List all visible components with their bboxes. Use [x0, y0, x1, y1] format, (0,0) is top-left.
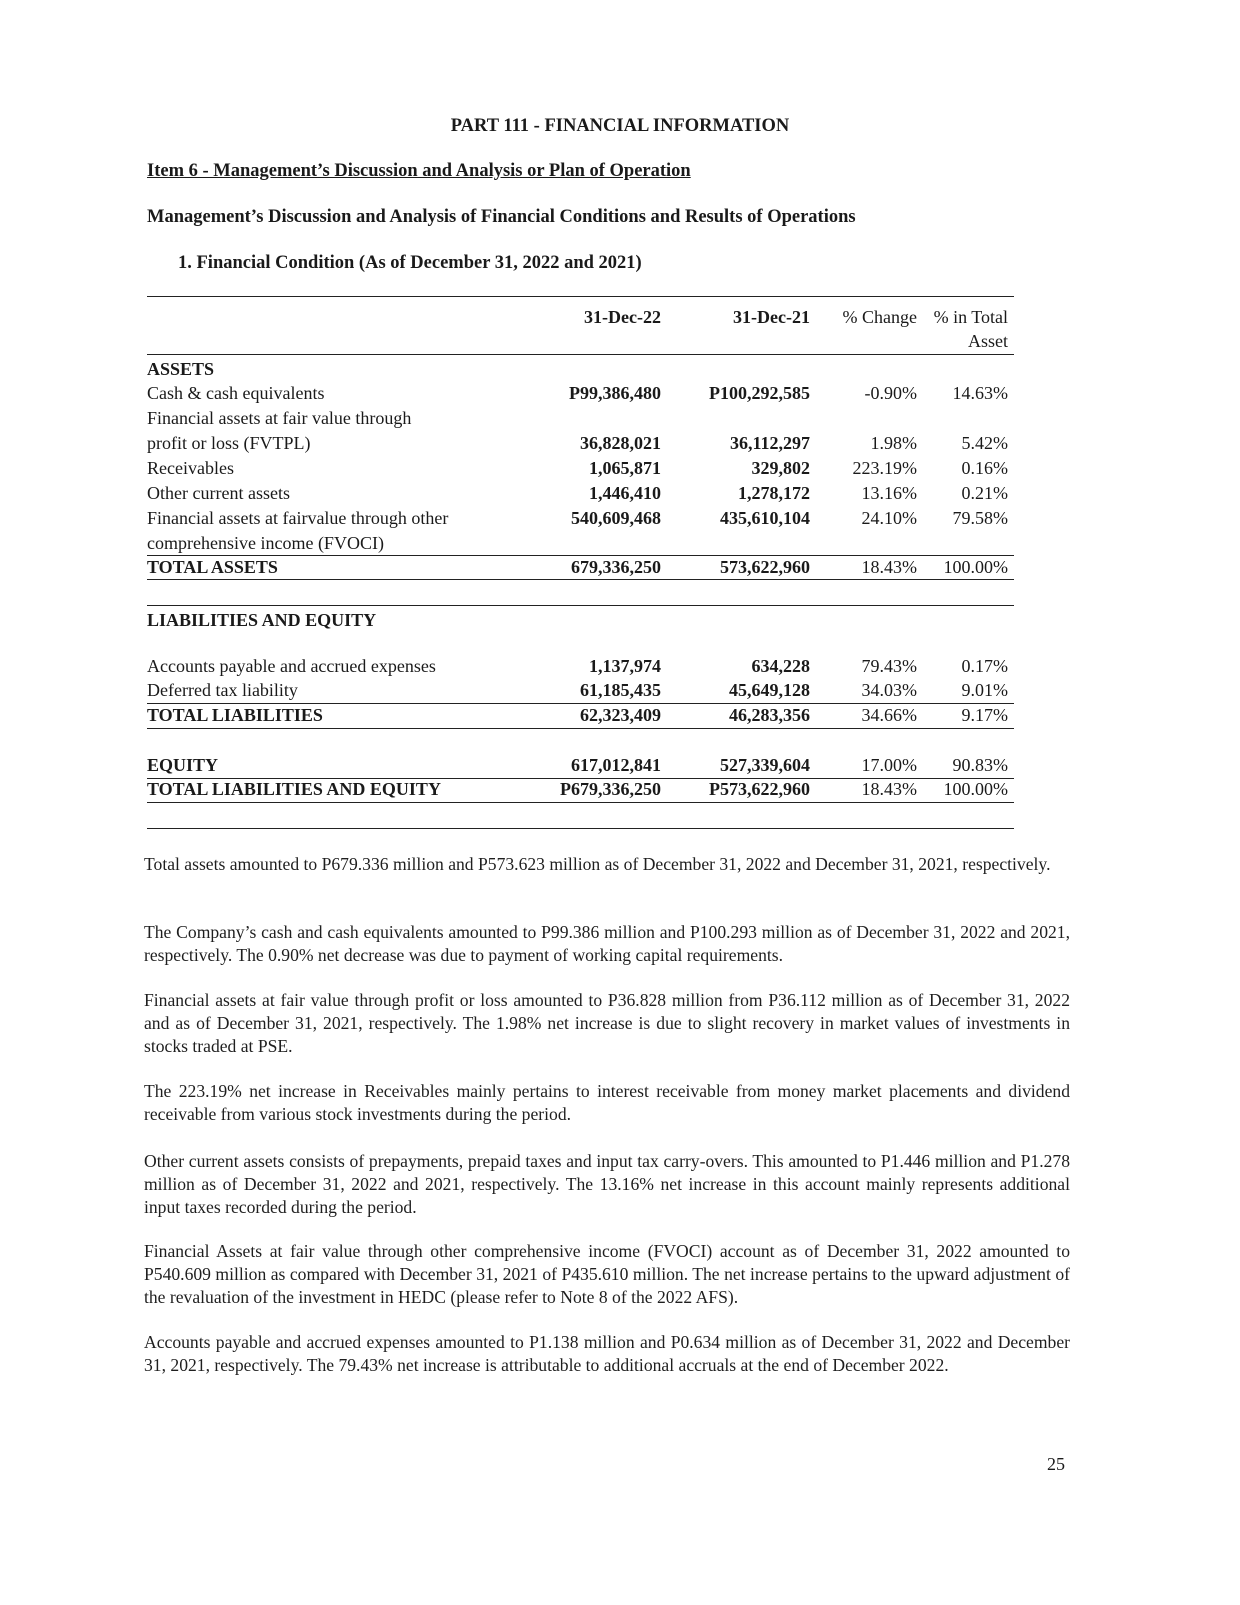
- equity-row: [147, 755, 1014, 779]
- total-liabilities-equity-row: [147, 779, 1014, 803]
- value-2021: 573,622,960: [720, 557, 810, 577]
- pct-change: 223.19%: [852, 458, 917, 478]
- table-row: [147, 383, 1014, 407]
- pct-change: 18.43%: [861, 779, 917, 799]
- table-row: [147, 656, 1014, 680]
- pct-change: 34.66%: [861, 705, 917, 725]
- pct-total: 90.83%: [952, 755, 1008, 775]
- row-label: TOTAL LIABILITIES: [147, 705, 323, 725]
- value-2021: 435,610,104: [720, 508, 810, 528]
- paragraph-cash: The Company’s cash and cash equivalents amounted to P99.386 million and P100.293 million as of December 31, 2022 and 2021, respectively. The 0.90% net decrease was due to payment of working capital requirements.: [144, 922, 1070, 965]
- table-row: [147, 508, 1014, 532]
- row-label: profit or loss (FVTPL): [147, 433, 311, 453]
- paragraph-accounts-payable: Accounts payable and accrued expenses amounted to P1.138 million and P0.634 million as of December 31, 2022 and December 31, 2021, respectively. The 79.43% net increase is attributable to additional accruals at the end of December 2022.: [144, 1332, 1070, 1375]
- total-assets-bottom-rule: [147, 579, 1014, 580]
- header-bottom-rule: [147, 354, 1014, 355]
- value-2022: 1,137,974: [589, 656, 661, 676]
- mda-title: Management’s Discussion and Analysis of Financial Conditions and Results of Operations: [147, 207, 856, 227]
- table-row: [147, 680, 1014, 704]
- pct-total: 100.00%: [943, 779, 1008, 799]
- table-top-rule: [147, 296, 1014, 297]
- value-2021: 1,278,172: [738, 483, 810, 503]
- row-label: Financial assets at fairvalue through other: [147, 508, 449, 528]
- value-2021: P100,292,585: [709, 383, 810, 403]
- row-label-line1: Financial assets at fair value through: [147, 408, 412, 428]
- value-2021: 634,228: [751, 656, 810, 676]
- table-bottom-rule: [147, 828, 1014, 829]
- pct-change: 13.16%: [861, 483, 917, 503]
- item-title: Item 6 - Management’s Discussion and Analysis or Plan of Operation: [147, 161, 691, 181]
- row-label: TOTAL LIABILITIES AND EQUITY: [147, 779, 441, 799]
- pct-total: 0.17%: [961, 656, 1008, 676]
- value-2022: 1,446,410: [589, 483, 661, 503]
- pct-change: 1.98%: [870, 433, 917, 453]
- row-label: EQUITY: [147, 755, 219, 775]
- row-label: Receivables: [147, 458, 234, 478]
- row-label: Accounts payable and accrued expenses: [147, 656, 436, 676]
- pct-total: 9.01%: [961, 680, 1008, 700]
- header-pct-total-line1: % in Total: [933, 307, 1008, 327]
- table-row: [147, 433, 1014, 457]
- header-pct-total-line2: Asset: [968, 331, 1008, 351]
- header-pct-change: % Change: [842, 307, 917, 327]
- pct-change: 17.00%: [861, 755, 917, 775]
- value-2022: 617,012,841: [571, 755, 661, 775]
- table-row: [147, 458, 1014, 482]
- total-le-bottom-rule: [147, 802, 1014, 803]
- pct-change: 34.03%: [861, 680, 917, 700]
- total-assets-row: [147, 557, 1014, 581]
- pct-total: 14.63%: [952, 383, 1008, 403]
- pct-total: 0.16%: [961, 458, 1008, 478]
- total-liabilities-row: [147, 705, 1014, 729]
- liabilities-top-rule: [147, 605, 1014, 606]
- value-2022: 540,609,468: [571, 508, 661, 528]
- value-2021: 329,802: [751, 458, 810, 478]
- paragraph-receivables: The 223.19% net increase in Receivables mainly pertains to interest receivable from money market placements and dividend receivable from various stock investments during the period.: [144, 1081, 1070, 1124]
- header-31-dec-22: 31-Dec-22: [584, 307, 661, 327]
- value-2021: 527,339,604: [720, 755, 810, 775]
- value-2022: 61,185,435: [580, 680, 661, 700]
- total-liabilities-top-rule: [147, 703, 1014, 704]
- value-2022: 679,336,250: [571, 557, 661, 577]
- pct-total: 79.58%: [952, 508, 1008, 528]
- value-2022: P99,386,480: [569, 383, 661, 403]
- pct-total: 0.21%: [961, 483, 1008, 503]
- liabilities-section-label: [147, 610, 1014, 634]
- row-label: Other current assets: [147, 483, 290, 503]
- page-number: 25: [1047, 1454, 1065, 1474]
- total-liabilities-bottom-rule: [147, 728, 1014, 729]
- value-2022: 62,323,409: [580, 705, 661, 725]
- pct-total: 100.00%: [943, 557, 1008, 577]
- row-label: TOTAL ASSETS: [147, 557, 278, 577]
- value-2021: 46,283,356: [729, 705, 810, 725]
- row-label-continuation: [147, 533, 1014, 557]
- value-2022: P679,336,250: [560, 779, 661, 799]
- row-label-line2: comprehensive income (FVOCI): [147, 533, 384, 553]
- row-label-continuation: [147, 408, 1014, 432]
- paragraph-fvtpl: Financial assets at fair value through profit or loss amounted to P36.828 million from P36.112 million as of December 31, 2022 and as of December 31, 2021, respectively. The 1.98% net increase is due to slight recovery in market values of investments in stocks traded at PSE.: [144, 990, 1070, 1056]
- header-31-dec-21: 31-Dec-21: [733, 307, 810, 327]
- paragraph-other-current-assets: Other current assets consists of prepayments, prepaid taxes and input tax carry-overs. This amounted to P1.446 million and P1.278 million as of December 31, 2022 and 2021, respectively. The 13.16% net increase in this account mainly represents additional input taxes recorded during the period.: [144, 1151, 1070, 1217]
- pct-change: 79.43%: [861, 656, 917, 676]
- section-title: 1. Financial Condition (As of December 31, 2022 and 2021): [178, 253, 642, 273]
- pct-change: 18.43%: [861, 557, 917, 577]
- row-label: Deferred tax liability: [147, 680, 298, 700]
- assets-label: ASSETS: [147, 359, 215, 379]
- pct-total: 5.42%: [961, 433, 1008, 453]
- value-2021: 45,649,128: [729, 680, 810, 700]
- value-2021: P573,622,960: [709, 779, 810, 799]
- total-assets-top-rule: [147, 555, 1014, 556]
- value-2022: 1,065,871: [589, 458, 661, 478]
- row-label: Cash & cash equivalents: [147, 383, 325, 403]
- value-2021: 36,112,297: [729, 433, 810, 453]
- pct-change: -0.90%: [864, 383, 917, 403]
- pct-total: 9.17%: [961, 705, 1008, 725]
- part-title: PART 111 - FINANCIAL INFORMATION: [450, 116, 790, 136]
- pct-change: 24.10%: [861, 508, 917, 528]
- liabilities-equity-label: LIABILITIES AND EQUITY: [147, 610, 377, 630]
- table-row: [147, 483, 1014, 507]
- paragraph-fvoci: Financial Assets at fair value through other comprehensive income (FVOCI) account as of December 31, 2022 amounted to P540.609 million as compared with December 31, 2021 of P435.610 million. The net increase pertains to the upward adjustment of the revaluation of the investment in HEDC (please refer to Note 8 of the 2022 AFS).: [144, 1241, 1070, 1307]
- paragraph-total-assets: Total assets amounted to P679.336 million and P573.623 million as of December 31, 2022 and December 31, 2021, respectively.: [144, 854, 1051, 874]
- assets-section-label: [147, 359, 1014, 383]
- value-2022: 36,828,021: [580, 433, 661, 453]
